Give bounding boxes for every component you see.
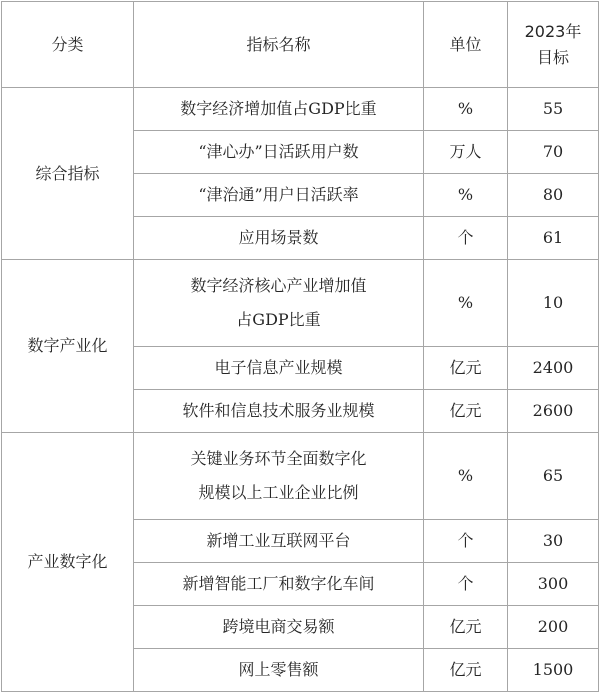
- unit-cell: 个: [424, 520, 508, 563]
- unit-cell: 亿元: [424, 347, 508, 390]
- unit-cell: %: [424, 433, 508, 520]
- indicator-name-line: 新增工业互联网平台: [206, 531, 351, 550]
- table-header-row: [2, 2, 599, 88]
- table-body: [2, 88, 599, 692]
- indicator-name-cell: [134, 174, 424, 217]
- indicator-name-cell: [134, 347, 424, 390]
- indicator-name-cell: [134, 88, 424, 131]
- unit-cell: 万人: [424, 131, 508, 174]
- target-cell: 30: [508, 520, 599, 563]
- category-cell: 产业数字化: [2, 433, 134, 692]
- target-cell: 65: [508, 433, 599, 520]
- header-target-label: 目标: [536, 47, 569, 67]
- indicator-name-cell: [134, 649, 424, 692]
- target-cell: 1500: [508, 649, 599, 692]
- indicator-name-cell: [134, 390, 424, 433]
- table-row: [2, 260, 599, 347]
- indicator-table: [1, 1, 599, 692]
- unit-cell: 亿元: [424, 649, 508, 692]
- unit-cell: %: [424, 174, 508, 217]
- indicator-name-cell: [134, 131, 424, 174]
- indicator-name-line: 关键业务环节全面数字化: [190, 449, 367, 468]
- category-cell: 数字产业化: [2, 260, 134, 433]
- category-cell: 综合指标: [2, 88, 134, 260]
- indicator-name-line: 应用场景数: [238, 228, 319, 247]
- header-unit: 单位: [424, 2, 508, 88]
- unit-cell: 亿元: [424, 390, 508, 433]
- target-cell: 10: [508, 260, 599, 347]
- target-cell: 200: [508, 606, 599, 649]
- target-cell: 70: [508, 131, 599, 174]
- indicator-name-line: 跨境电商交易额: [222, 617, 335, 636]
- target-cell: 55: [508, 88, 599, 131]
- header-category: 分类: [2, 2, 134, 88]
- indicator-name-cell: [134, 563, 424, 606]
- header-indicator-name: 指标名称: [134, 2, 424, 88]
- table-row: [2, 88, 599, 131]
- indicator-name-line: 网上零售额: [238, 660, 319, 679]
- target-cell: 61: [508, 217, 599, 260]
- indicator-name-cell: [134, 520, 424, 563]
- indicator-name-line: “津治通”用户日活跃率: [198, 185, 359, 204]
- indicator-name-cell: [134, 433, 424, 520]
- table-row: [2, 433, 599, 520]
- header-target: [508, 2, 599, 88]
- indicator-name-line: “津心办”日活跃用户数: [198, 142, 359, 161]
- indicator-name-line: 规模以上工业企业比例: [198, 483, 359, 502]
- indicator-name-line: 数字经济增加值占GDP比重: [180, 99, 377, 118]
- indicator-name-line: 新增智能工厂和数字化车间: [182, 574, 375, 593]
- indicator-name-cell: [134, 606, 424, 649]
- unit-cell: 个: [424, 217, 508, 260]
- unit-cell: 个: [424, 563, 508, 606]
- indicator-name-line: 电子信息产业规模: [214, 358, 343, 377]
- unit-cell: %: [424, 260, 508, 347]
- unit-cell: 亿元: [424, 606, 508, 649]
- target-cell: 2600: [508, 390, 599, 433]
- indicator-name-line: 软件和信息技术服务业规模: [182, 401, 375, 420]
- header-target-year: 2023年: [524, 21, 582, 41]
- indicator-name-cell: [134, 260, 424, 347]
- indicator-name-cell: [134, 217, 424, 260]
- unit-cell: %: [424, 88, 508, 131]
- indicator-name-line: 数字经济核心产业增加值: [190, 276, 367, 295]
- target-cell: 300: [508, 563, 599, 606]
- target-cell: 2400: [508, 347, 599, 390]
- target-cell: 80: [508, 174, 599, 217]
- indicator-name-line: 占GDP比重: [236, 310, 321, 329]
